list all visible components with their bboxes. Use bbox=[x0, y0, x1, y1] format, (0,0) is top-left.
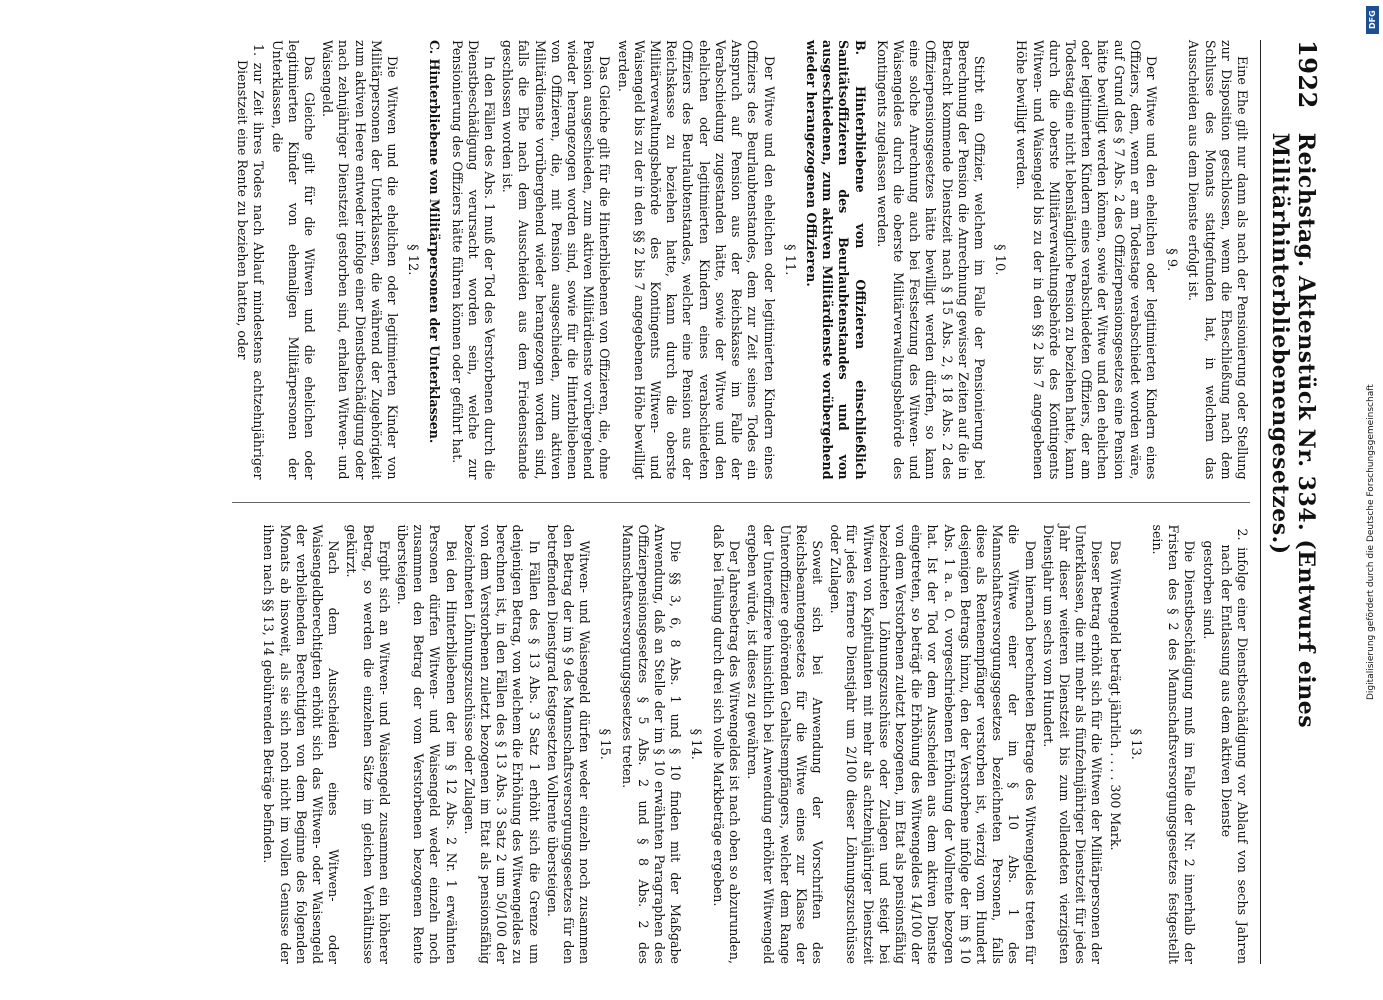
paragraph: Das Gleiche gilt für die Hinterbliebenen von Offizieren, die, ohne Pension ausgeschieden, zum aktiven Militärdienste vorübergehend wieder herangezogen worden sind, sowie für die Hinterbliebenen von Offizieren, die, mit Pension ausgeschieden, zum aktiven Militärdienste vorübergehend wieder herangezogen worden sind, falls die Ehe nach dem Ausscheiden aus dem Friedensstande geschlossen worden ist. bbox=[500, 40, 613, 480]
section-number: § 11. bbox=[781, 244, 797, 276]
paragraph: Witwen- und Waisengeld dürfen weder einzeln noch zusammen den Betrag der im § 9 des Mannschaftsversorgungsgesetzes für den betreffenden Dienstgrad festgesetzten Vollrente übersteigen. bbox=[544, 524, 593, 964]
right-column bbox=[232, 525, 1250, 965]
paragraph: In den Fällen des Abs. 1 muß der Tod des Verstorbenen durch die Dienstbeschädigung verursacht worden sein, welche zur Pensionierung des Offiziers hätte führen können oder geführt hat. bbox=[449, 40, 498, 480]
list-item: 2. infolge einer Dienstbeschädigung vor Ablauf von sechs Jahren nach der Entlassung aus dem aktiven Dienste bbox=[1218, 528, 1250, 964]
paragraph: Stirbt ein Offizier, welchem im Falle der Pensionierung bei Berechnung der Pension die Anrechnung gewisser Zeiten auf die in Betracht kommende Dienstzeit nach § 15 Abs. 2, § 18 Abs. 2 des Offizierpensionsgesetzes hätte bewilligt werden dürfen, so kann eine solche Anrechnung auch bei Festsetzung des Witwen- und Waisengeldes durch die oberste Militärverwaltungsbehörde des Kontingents zugelassen werden. bbox=[874, 40, 987, 480]
paragraph: Soweit sich bei Anwendung der Vorschriften des Reichsbeamtengesetzes für die Witwe eines zur Klasse der Unteroffiziere gehörenden Gehaltsempfängers, welcher dem Range der Unteroffiziere hinsichtlich bei Anwendung erhöhter Witwengeld ergeben würde, ist dieses zu gewähren. bbox=[745, 524, 825, 964]
paragraph: Dem hiernach berechneten Betrage des Witwengeldes treten für die Witwe einer der im § 10 Abs. 1 des Mannschaftsversorgungsgesetzes bezeichneten Personen, falls diese als Rentenempfänger verstorben ist, vierzig vom Hundert desjenigen Betrags hinzu, den der Verstorbene infolge der im § 10 Abs. 1 a. a. O. vorgeschriebenen Erhöhung der Vollrente bezogen hat. Ist der Tod vor dem Ausscheiden aus dem aktiven Dienste eingetreten, so beträgt die Erhöhung des Witwengeldes 14/100 der von dem Verstorbenen zuletzt bezogenen, im Etat als pensionsfähig bezeichneten Löhnungszuschüsse oder Zulagen und steigt bei Witwen von Kapitulanten mit mehr als achtzehnjähriger Dienstzeit für jedes fernere Dienstjahr um 2/100 dieser Löhnungszuschüsse oder Zulagen. bbox=[828, 524, 1038, 964]
paragraph: Der Witwe und den ehelichen oder legitimierten Kindern eines Offiziers, dem, wenn er am Todestage verabschiedet worden wäre, auf Grund des § 7 Abs. 2 des Offizierpensionsgesetzes eine Pension hätte bewilligt werden können, sowie der Witwe und den ehelichen oder legitimierten Kindern eines verabschiedeten Offiziers, der am Todestag eine nicht lebenslängliche Pension zu beziehen hatte, kann durch die oberste Militärverwaltungsbehörde des Kontingents Witwen- und Waisengeld bis zu der in den §§ 2 bis 7 angegebenen Höhe bewilligt werden. bbox=[1014, 40, 1159, 480]
section-number: § 14. bbox=[688, 728, 704, 760]
page-title: Reichstag. Aktenstück Nr. 334. (Entwurf eines Militärhinterbliebenengesetzes.) bbox=[1267, 132, 1319, 729]
paragraph: Die §§ 3, 6, 8 Abs. 1 und § 10 finden mit der Maßgabe Anwendung, daß an Stelle der im § 10 erwähnten Paragraphen des Offizierpensionsgesetzes § 5 Abs. 2 und § 8 Abs. 2 des Mannschaftsversorgungsgesetzes treten. bbox=[619, 524, 684, 964]
section-heading: C. Hinterbliebene von Militärpersonen der Unterklassen. bbox=[427, 40, 443, 444]
section-number: § 12. bbox=[405, 244, 421, 276]
list-item: 1. zur Zeit ihres Todes nach Ablauf mindestens achtzehnjähriger Dienstzeit eine Rente zu beziehen hatten, oder bbox=[235, 44, 267, 480]
paragraph: Eine Ehe gilt nur dann als nach der Pensionierung oder Stellung zur Disposition geschlossen, wenn die Eheschließung nach dem Schlusse des Monats stattgefunden hat, in welchem das Ausscheiden aus dem Dienste erfolgt ist. bbox=[1186, 40, 1250, 480]
paragraph: Nach dem Ausscheiden eines Witwen- oder Waisengeldberechtigten erhöht sich das Witwen- oder Waisengeld der verbleibenden Berechtigten von dem Beginne des folgenden Monats ab insoweit, als sie sich noch nicht im vollen Genusse der ihnen nach §§ 13, 14 gebührenden Beträge befinden. bbox=[261, 524, 342, 964]
paragraph: Das Gleiche gilt für die Witwen und die ehelichen oder legitimierten Kinder von ehemaligen Militärpersonen der Unterklassen, die bbox=[269, 40, 318, 480]
page-header bbox=[1260, 40, 1322, 964]
paragraph: Das Witwengeld beträgt jährlich . . . . 300 Mark. bbox=[1107, 540, 1123, 851]
section-number: § 10. bbox=[992, 244, 1008, 276]
paragraph: gestorben sind. bbox=[1200, 540, 1216, 640]
paragraph: Der Jahresbetrag des Witwengeldes ist nach oben so abzurunden, daß bei Teilung durch drei sich volle Markbeträge ergeben. bbox=[710, 524, 742, 964]
page-year: 1922 bbox=[1293, 40, 1322, 109]
paragraph: In Fällen des § 13 Abs. 3 Satz 1 erhöht sich die Grenze um denjenigen Betrag, von welchem die Erhöhung des Witwengeldes zu berechnen ist, in den Fällen des § 13 Abs. 3 Satz 2 um 50/100 der von dem Verstorbenen zuletzt bezogenen im Etat als pensionsfähig bezeichneten Löhnungszuschüsse oder Zulagen. bbox=[461, 524, 542, 964]
paragraph: Der Witwe und den ehelichen oder legitimierten Kindern eines Offiziers des Beurlaubtenstandes, dem zur Zeit seines Todes ein Anspruch auf Pension aus der Reichskasse im Falle der Verabschiedung zugestanden hätte, sowie der Witwe und den ehelichen oder legitimierten Kindern eines verabschiedeten Offiziers des Beurlaubtenstandes, welcher eine Pension aus der Reichskasse zu beziehen hatte, kann durch die oberste Militärverwaltungsbehörde des Kontingents Witwen- und Waisengeld bis zu der in den §§ 2 bis 7 angegebenen Höhe bewilligt werden. bbox=[615, 40, 777, 480]
paragraph: Ergibt sich an Witwen- und Waisengeld zusammen ein höherer Betrag, so werden die einzelnen Sätze im gleichen Verhältnisse gekürzt. bbox=[344, 524, 392, 964]
text-columns bbox=[232, 40, 1250, 964]
rotated-document bbox=[20, 0, 1340, 1000]
column-divider bbox=[232, 502, 1250, 503]
section-number: § 13. bbox=[1127, 728, 1143, 760]
paragraph: Die Dienstbeschädigung muß im Falle der Nr. 2 innerhalb der Fristen des § 2 des Mannschaftsversorgungsgesetzes festgestellt sein. bbox=[1149, 524, 1198, 964]
paragraph: Die Witwen und die ehelichen oder legitimierten Kinder von Militärpersonen der Unterklassen, die während der Zugehörigkeit zum aktiven Heere entweder infolge einer Dienstbeschädigung oder nach zehnjähriger Dienstzeit gestorben sind, erhalten Witwen- und Waisengeld. bbox=[320, 40, 401, 480]
section-number: § 9. bbox=[1164, 248, 1180, 272]
section-number: § 15. bbox=[597, 728, 613, 760]
digitization-credit: Digitalisierung gefördert durch die Deutsche Forschungsgemeinschaft bbox=[1366, 384, 1376, 700]
paragraph: Dieser Betrag erhöht sich für die Witwen der Militärpersonen der Unterklassen, die mit mehr als fünfzehnjähriger Dienstzeit für jedes Jahr dieser weiteren Dienstzeit bis zum vollendeten vierzigsten Dienstjahr um sechs vom Hundert. bbox=[1040, 524, 1105, 964]
section-heading: B. Hinterbliebene von Offizieren einschließlich Sanitätsoffizieren des Beurlaubtenstandes und von ausgeschiedenen, zum aktiven Militärdienste vorübergehend wieder herangezogenen Offizieren. bbox=[803, 40, 868, 480]
left-column bbox=[232, 40, 1250, 480]
dfg-logo: DFG bbox=[1366, 6, 1379, 34]
paragraph: Bei den Hinterbliebenen der im § 12 Abs. 2 Nr. 1 erwähnten Personen dürfen Witwen- und Waisengeld weder einzeln noch zusammen den Betrag der vom Verstorbenen bezogenen Rente übersteigen. bbox=[395, 524, 459, 964]
